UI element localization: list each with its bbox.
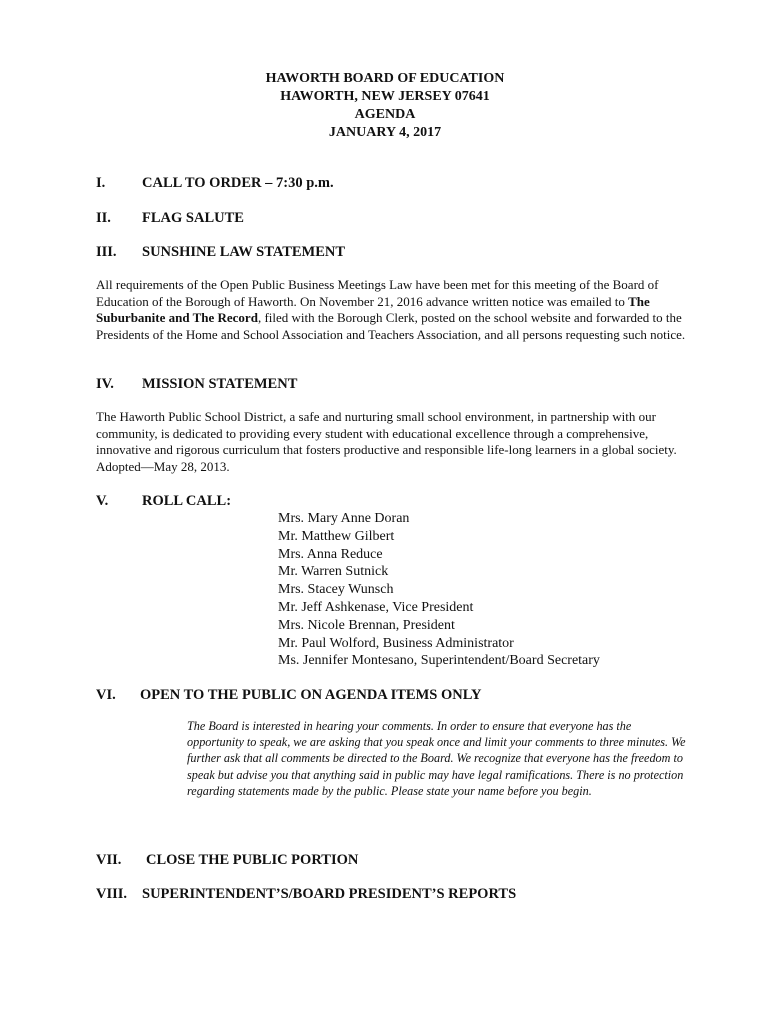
section-iii [96,243,345,261]
roll-call-member: Mrs. Mary Anne Doran [278,511,410,526]
section-vii [96,851,358,869]
section-number: I. [96,175,106,191]
section-number: II. [96,210,111,226]
sunshine-text-2: , filed with the Borough Clerk, posted on the school website and forwarded to the Presidents of the Home and School Association and Teachers Association, and all persons requesting such notice. [96,310,686,342]
roll-call-member: Mr. Warren Sutnick [278,564,389,580]
roll-call-member: Ms. Jennifer Montesano, Superintendent/Board Secretary [278,653,600,669]
section-number: IV. [96,376,114,392]
section-number: VIII. [96,886,128,902]
section-title: SUPERINTENDENT’S/BOARD PRESIDENT’S REPORTS [142,886,517,902]
public-comment-note: The Board is interested in hearing your comments. In order to ensure that everyone has the opportunity to speak, we are asking that you speak once and limit your comments to three minutes. We further ask that all comments be directed to the Board. We recognize that everyone has the freedom to speak but advise you that anything said in public may have legal ramifications. There is no protection regarding statements made by the public. Please state your name before you begin. [187,719,686,798]
sunshine-text-1: All requirements of the Open Public Business Meetings Law have been met for this meeting of the Board of Education of the Borough of Haworth. On November 21, 2016 advance written notice was emailed to [96,277,659,309]
section-title: MISSION STATEMENT [142,376,298,392]
section-title: ROLL CALL: [142,493,232,509]
roll-call-member: Mr. Paul Wolford, Business Administrator [278,635,514,651]
roll-call-member: Mrs. Anna Reduce [278,546,383,562]
section-title: OPEN TO THE PUBLIC ON AGENDA ITEMS ONLY [140,687,482,703]
document-header [0,70,770,142]
roll-call-member: Mr. Jeff Ashkenase, Vice President [278,599,474,615]
header-doc-type: AGENDA [354,107,416,122]
section-number: VI. [96,687,116,703]
header-board-name: HAWORTH BOARD OF EDUCATION [265,71,505,86]
section-ii [96,209,244,227]
section-i [96,174,334,192]
section-title: SUNSHINE LAW STATEMENT [142,244,346,260]
sunshine-law-paragraph [96,277,686,343]
section-title: CLOSE THE PUBLIC PORTION [146,852,359,868]
mission-statement-paragraph: The Haworth Public School District, a safe and nurturing small school environment, in partnership with our community, is dedicated to providing every student with educational excellence through a comprehensive, innovative and rigorous curriculum that fosters productive and responsible life-long learners in a global society. Adopted—May 28, 2013. [96,409,677,474]
newspaper-names: The Suburbanite and The Record [96,293,650,325]
roll-call-member: Mr. Matthew Gilbert [278,528,395,544]
roll-call-member: Mrs. Stacey Wunsch [278,582,394,598]
section-number: III. [96,244,117,260]
section-title: FLAG SALUTE [142,210,244,226]
section-number: V. [96,493,109,509]
section-iv [96,375,297,393]
header-location: HAWORTH, NEW JERSEY 07641 [280,89,490,104]
section-v [96,492,231,510]
header-date: JANUARY 4, 2017 [328,125,442,140]
section-vi [96,686,482,704]
section-viii [96,885,516,903]
roll-call-list [278,510,600,670]
section-number: VII. [96,852,122,868]
section-title: CALL TO ORDER – 7:30 p.m. [142,175,334,191]
roll-call-member: Mrs. Nicole Brennan, President [278,617,455,633]
